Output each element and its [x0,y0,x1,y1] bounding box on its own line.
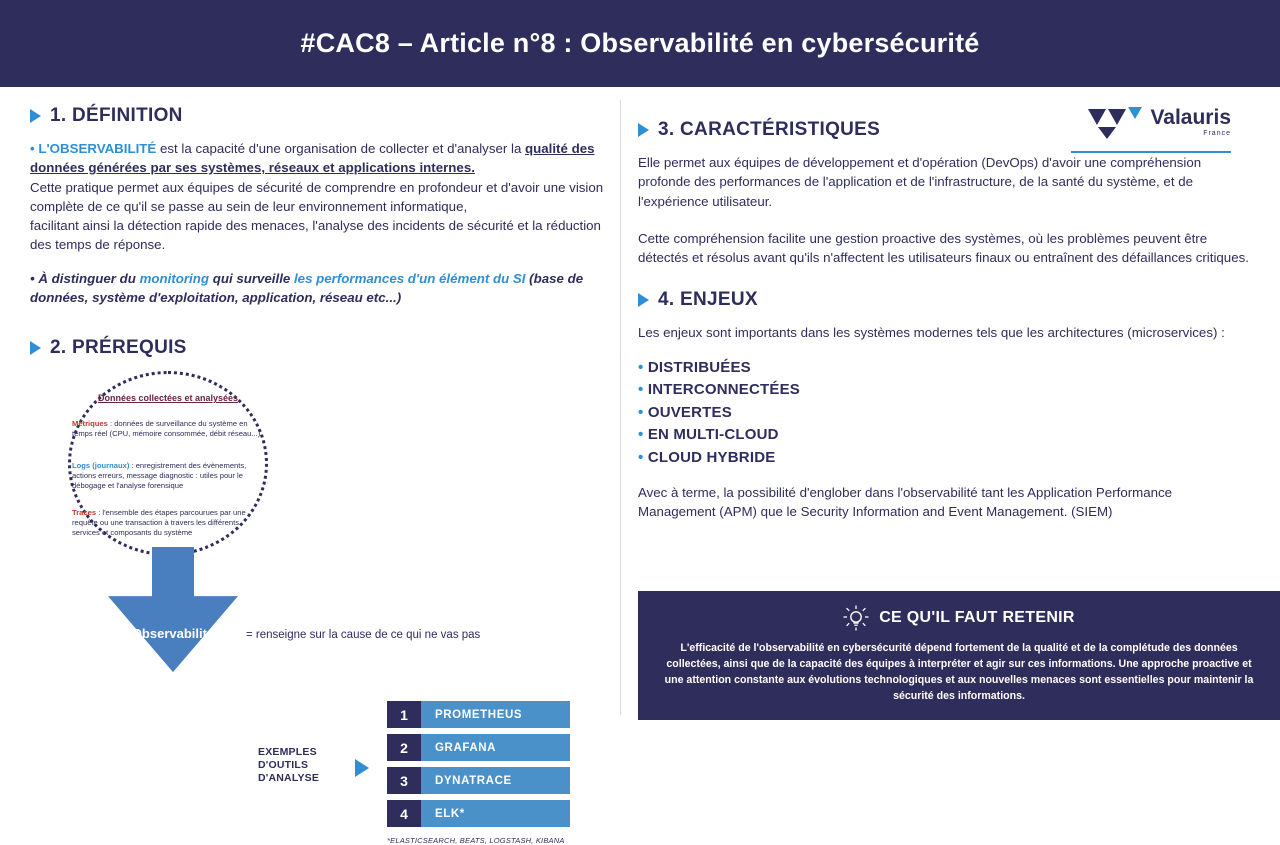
monitoring-word: monitoring [139,270,209,286]
logo-name: Valauris [1150,106,1231,129]
definition-rest2: facilitant ainsi la détection rapide des menaces, l'analyse des incidents de sécurité et la réduction des temps de réponse. [30,218,601,253]
diagram-item-text: : données de surveillance du système en temps réel (CPU, mémoire consommée, débit réseau...) [72,419,261,439]
tool-name: ELK* [435,807,465,820]
list-item [638,357,1253,380]
bullet-label: INTERCONNECTÉES [647,381,801,399]
diagram-item-traces [72,508,262,538]
bullet-dot-icon: • [638,381,644,399]
diagram-item-metriques [72,419,262,439]
diagram-item-key: Logs (journaux) [72,461,130,471]
list-item [638,402,1253,425]
observability-output-caption: = renseigne sur la cause de ce qui ne vas pas [246,629,481,642]
key-takeaway-title: CE QU'IL FAUT RETENIR [879,609,1075,626]
list-item [638,424,1253,447]
section-heading-enjeux [638,289,1253,311]
section-heading-definition [30,105,620,127]
lightbulb-icon [843,605,869,631]
logo-underline [1071,151,1231,153]
left-column [30,105,620,845]
diagram-item-text: : l'ensemble des étapes parcourues par une requête ou une transaction à travers les différents services et composants du système [72,508,246,538]
brand-logo [1088,105,1231,139]
list-item[interactable] [387,701,570,728]
page-title: #CAC8 – Article n°8 : Observabilité en cybersécurité [300,28,980,58]
triangle-bullet-icon [30,109,41,123]
tool-name: PROMETHEUS [435,708,523,721]
monitoring-prefix: • À distinguer du [30,270,140,286]
section-title-prerequis: 2. PRÉREQUIS [50,337,187,359]
bullet-label: OUVERTES [647,403,732,421]
section-title-definition: 1. DÉFINITION [50,105,183,126]
definition-mid: est la capacité d'une organisation de collecter et d'analyser la [156,141,526,156]
tools-list [387,701,570,833]
triangle-arrow-icon [355,759,369,777]
section-title-enjeux: 4. ENJEUX [658,289,758,311]
key-takeaway-body: L'efficacité de l'observabilité en cybersécurité dépend fortement de la qualité et de la complétude des données collectées, ainsi que de la capacité des équipes à interpréter et agir sur ces informations. Une approche proactive et une attention constante aux évolutions technologiques et aux nouvelles menaces sont essentielles pour maintenir la sécurité des informations. [664,642,1254,702]
logo-subtitle: France [1203,130,1231,137]
tool-rank: 1 [387,701,421,728]
logo-text-block [1150,107,1231,137]
observability-output-label: Observabilité [131,626,215,642]
definition-paragraph-2 [30,269,620,308]
enjeux-intro: Les enjeux sont importants dans les systèmes modernes tels que les architectures (microservices) : [638,325,1225,341]
tool-rank: 2 [387,734,421,761]
tool-name: DYNATRACE [435,774,512,787]
tools-footnote: *ELASTICSEARCH, BEATS, LOGSTASH, KIBANA [387,836,565,845]
examples-label: EXEMPLES D'OUTILS D'ANALYSE [258,746,320,785]
diagram-item-logs [72,461,262,491]
diagram-item-key: Traces [72,508,97,518]
list-item[interactable] [387,800,570,827]
section-heading-prerequis [30,337,620,359]
diagram-item-text: : enregistrement des évènements, actions erreurs, message diagnostic : utiles pour le débogage et l'analyse forensique [72,461,247,491]
caracteristiques-paragraph-1: Elle permet aux équipes de développement et d'opération (DevOps) d'avoir une compréhension profonde des performances de l'application et de l'infrastructure, de la santé du système, et de l'expérience utilisateur. [638,155,1202,209]
definition-rest: Cette pratique permet aux équipes de sécurité de comprendre en profondeur et d'avoir une vision complète de ce qu'il se passe au sein de leur environnement informatique, [30,179,604,214]
bullet-dot-icon: • [638,426,644,444]
diagram-item-key: Métriques [72,419,108,429]
definition-paragraph-1 [30,139,620,255]
key-takeaway-header [656,605,1262,631]
enjeux-bullet-list [638,357,1253,470]
triangle-bullet-icon [30,341,41,355]
page-header [0,0,1280,87]
observability-diagram [30,371,620,845]
valauris-mark-icon [1088,105,1142,139]
monitoring-suffix: (base de données, système d'exploitation, application, réseau etc...) [30,270,584,305]
bullet-dot-icon: • [638,403,644,421]
monitoring-mid: qui surveille [209,270,294,286]
bullet-dot-icon: • [638,448,644,466]
list-item[interactable] [387,767,570,794]
definition-bullet-dot: • [30,141,39,156]
definition-lead: L'OBSERVABILITÉ [38,141,157,156]
triangle-bullet-icon [638,123,649,137]
bullet-label: DISTRIBUÉES [647,358,751,376]
triangle-bullet-icon [638,293,649,307]
monitoring-highlight: les performances d'un élément du SI [293,270,526,286]
list-item [638,447,1253,470]
definition-underlined: qualité des données générées par ses systèmes, réseaux et applications internes. [30,141,595,176]
tool-name: GRAFANA [435,741,497,754]
bullet-dot-icon: • [638,358,644,376]
diagram-title: Données collectées et analysées [97,393,239,404]
key-takeaway-box [638,591,1280,720]
caracteristiques-paragraph-2: Cette compréhension facilite une gestion proactive des systèmes, où les problèmes peuvent être détectés et résolus avant qu'ils n'affectent les utilisateurs finaux ou entraînent des défaillances critiques. [638,230,1249,266]
list-item[interactable] [387,734,570,761]
bullet-label: EN MULTI-CLOUD [647,426,779,444]
tool-rank: 3 [387,767,421,794]
enjeux-outro: Avec à terme, la possibilité d'englober dans l'observabilité tant les Application Performance Management (APM) que le Security Information and Event Management. (SIEM) [638,485,1173,520]
bullet-label: CLOUD HYBRIDE [647,448,776,466]
tool-rank: 4 [387,800,421,827]
column-divider [620,100,621,715]
list-item [638,379,1253,402]
section-title-caracteristiques: 3. CARACTÉRISTIQUES [658,119,881,140]
